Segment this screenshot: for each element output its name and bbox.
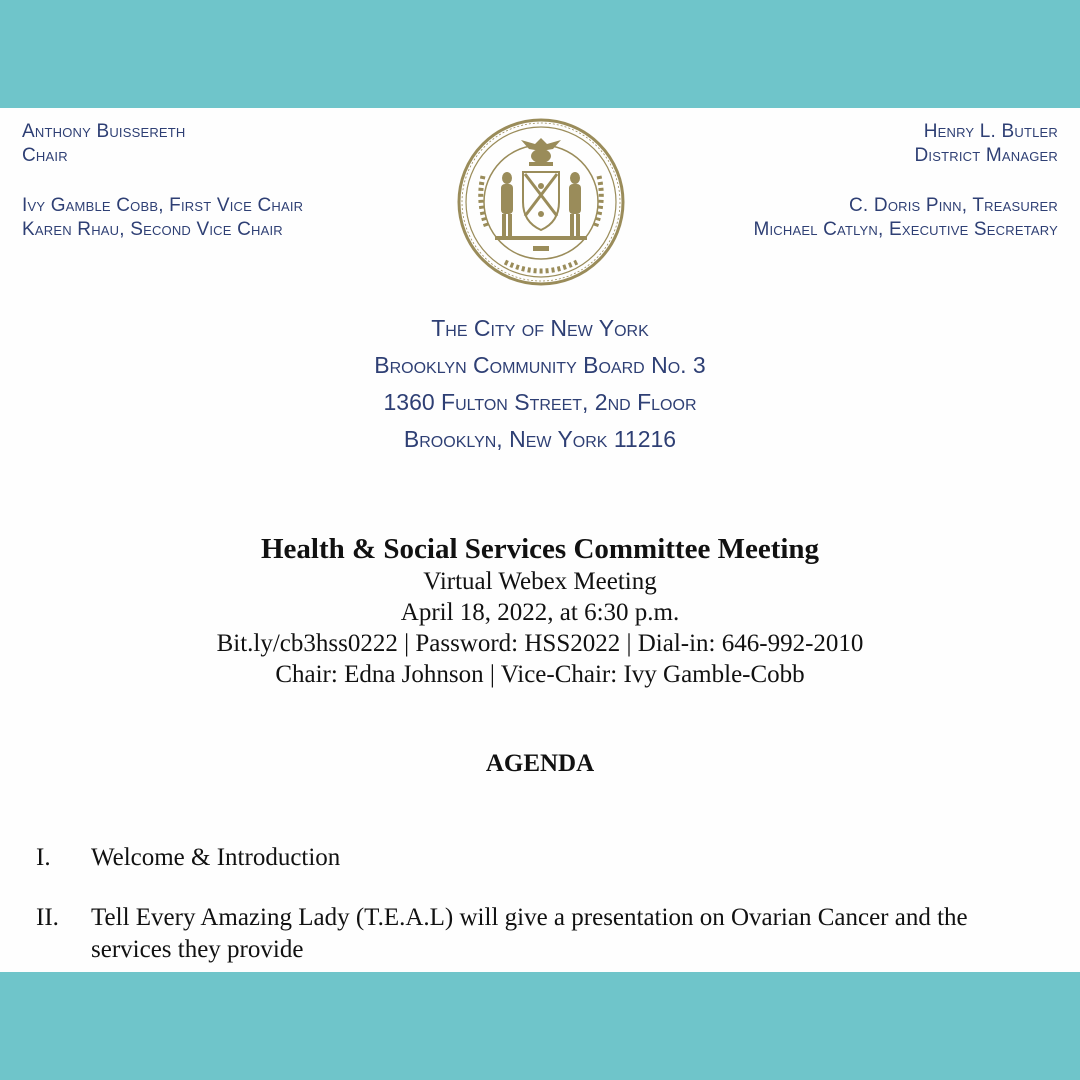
second-vice-chair: Karen Rhau, Second Vice Chair	[22, 219, 283, 240]
address-city: The City of New York	[431, 315, 649, 341]
district-manager-title: District Manager	[914, 145, 1058, 166]
officers-right	[753, 120, 1058, 242]
address-city-state: Brooklyn, New York 11216	[403, 426, 677, 452]
meeting-type: Virtual Webex Meeting	[423, 568, 657, 595]
chair-name: Anthony Buissereth	[22, 121, 186, 142]
first-vice-chair: Ivy Gamble Cobb, First Vice Chair	[22, 195, 304, 216]
agenda-item-text: Tell Every Amazing Lady (T.E.A.L) will give a presentation on Ovarian Cancer and the services they provide	[91, 904, 968, 963]
meeting-date: April 18, 2022, at 6:30 p.m.	[400, 599, 680, 626]
address-board: Brooklyn Community Board No. 3	[374, 352, 706, 378]
board-address	[0, 310, 1080, 458]
meeting-chairs: Chair: Edna Johnson | Vice-Chair: Ivy Gamble-Cobb	[275, 661, 805, 688]
district-manager-name: Henry L. Butler	[923, 121, 1058, 142]
meeting-info	[0, 532, 1080, 690]
agenda-heading: AGENDA	[485, 750, 595, 777]
agenda-item-text: Welcome & Introduction	[91, 844, 341, 871]
meeting-title: Health & Social Services Committee Meeting	[260, 533, 820, 565]
address-street: 1360 Fulton Street, 2nd Floor	[383, 389, 697, 415]
officers-left	[22, 120, 303, 242]
nyc-seal-icon	[455, 116, 627, 288]
chair-title: Chair	[22, 145, 68, 166]
agenda-document	[0, 108, 1080, 972]
agenda-item-number: I.	[36, 844, 51, 871]
meeting-access: Bit.ly/cb3hss0222 | Password: HSS2022 | Dial-in: 646-992-2010	[216, 630, 864, 657]
treasurer: C. Doris Pinn, Treasurer	[849, 195, 1058, 216]
agenda-item-number: II.	[36, 904, 59, 931]
executive-secretary: Michael Catlyn, Executive Secretary	[753, 219, 1058, 240]
